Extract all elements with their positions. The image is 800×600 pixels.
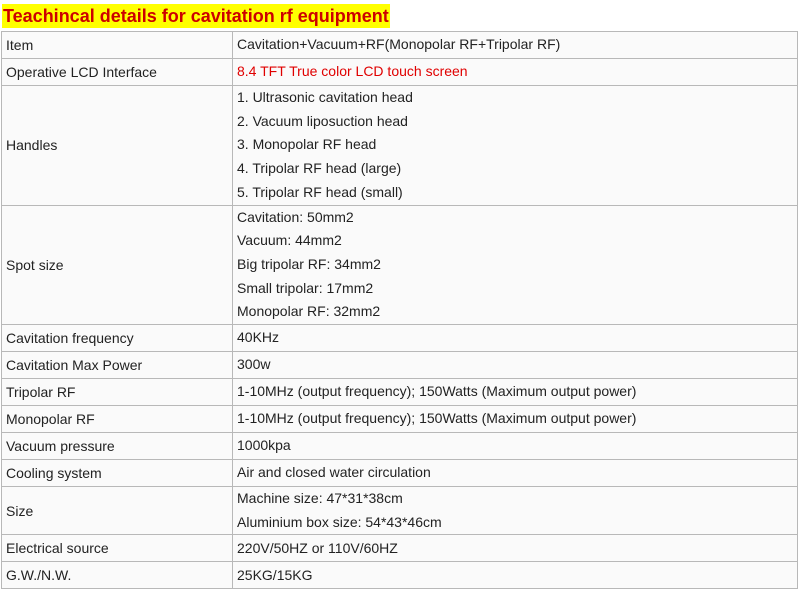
spec-table-body xyxy=(2,32,798,589)
table-row xyxy=(2,535,798,562)
table-row xyxy=(2,205,798,325)
value-line: Air and closed water circulation xyxy=(237,464,431,481)
row-value xyxy=(233,433,798,460)
table-row xyxy=(2,460,798,487)
row-value xyxy=(233,379,798,406)
row-label: G.W./N.W. xyxy=(2,562,233,589)
row-value xyxy=(233,325,798,352)
row-label: Spot size xyxy=(2,205,233,325)
row-label: Cavitation frequency xyxy=(2,325,233,352)
table-row xyxy=(2,325,798,352)
row-label: Monopolar RF xyxy=(2,406,233,433)
row-label: Cavitation Max Power xyxy=(2,352,233,379)
value-line: 2. Vacuum liposuction head xyxy=(237,112,408,129)
row-label: Handles xyxy=(2,86,233,206)
value-line: 1. Ultrasonic cavitation head xyxy=(237,89,413,105)
value-line: 8.4 TFT True color LCD touch screen xyxy=(237,63,468,80)
table-row xyxy=(2,86,798,206)
row-label: Operative LCD Interface xyxy=(2,59,233,86)
value-line: 1-10MHz (output frequency); 150Watts (Maximum output power) xyxy=(237,383,637,400)
value-line: 40KHz xyxy=(237,329,280,346)
row-label: Tripolar RF xyxy=(2,379,233,406)
value-line: Small tripolar: 17mm2 xyxy=(237,279,374,296)
table-row xyxy=(2,562,798,589)
value-line: 300w xyxy=(237,356,271,373)
row-value xyxy=(233,59,798,86)
value-line: Vacuum: 44mm2 xyxy=(237,232,342,249)
row-value xyxy=(233,535,798,562)
table-row xyxy=(2,32,798,59)
row-label: Vacuum pressure xyxy=(2,433,233,460)
row-label: Size xyxy=(2,487,233,535)
table-row xyxy=(2,379,798,406)
table-row xyxy=(2,59,798,86)
value-line: 220V/50HZ or 110V/60HZ xyxy=(237,539,398,556)
value-line: Cavitation: 50mm2 xyxy=(237,208,354,225)
row-value xyxy=(233,352,798,379)
table-row xyxy=(2,433,798,460)
value-line: Cavitation+Vacuum+RF(Monopolar RF+Tripolar RF) xyxy=(237,36,561,53)
row-label: Cooling system xyxy=(2,460,233,487)
value-line: 5. Tripolar RF head (small) xyxy=(237,183,403,200)
row-value xyxy=(233,205,798,325)
row-label: Electrical source xyxy=(2,535,233,562)
value-line: Monopolar RF: 32mm2 xyxy=(237,303,381,320)
row-value xyxy=(233,86,798,206)
row-value xyxy=(233,562,798,589)
value-line: Big tripolar RF: 34mm2 xyxy=(237,255,381,272)
value-line: 4. Tripolar RF head (large) xyxy=(237,160,402,177)
table-row xyxy=(2,487,798,535)
value-line: 1000kpa xyxy=(237,437,291,454)
row-value xyxy=(233,487,798,535)
value-line: Aluminium box size: 54*43*46cm xyxy=(237,513,442,530)
title-bar xyxy=(2,4,390,30)
spec-table xyxy=(1,31,798,589)
value-line: 3. Monopolar RF head xyxy=(237,136,377,153)
table-row xyxy=(2,352,798,379)
value-line: 25KG/15KG xyxy=(237,566,313,583)
row-value xyxy=(233,460,798,487)
table-row xyxy=(2,406,798,433)
row-value xyxy=(233,32,798,59)
row-value xyxy=(233,406,798,433)
value-line: 1-10MHz (output frequency); 150Watts (Maximum output power) xyxy=(237,410,637,427)
row-label: Item xyxy=(2,32,233,59)
page-title: Teachincal details for cavitation rf equipment xyxy=(3,6,389,26)
value-line: Machine size: 47*31*38cm xyxy=(237,490,403,507)
